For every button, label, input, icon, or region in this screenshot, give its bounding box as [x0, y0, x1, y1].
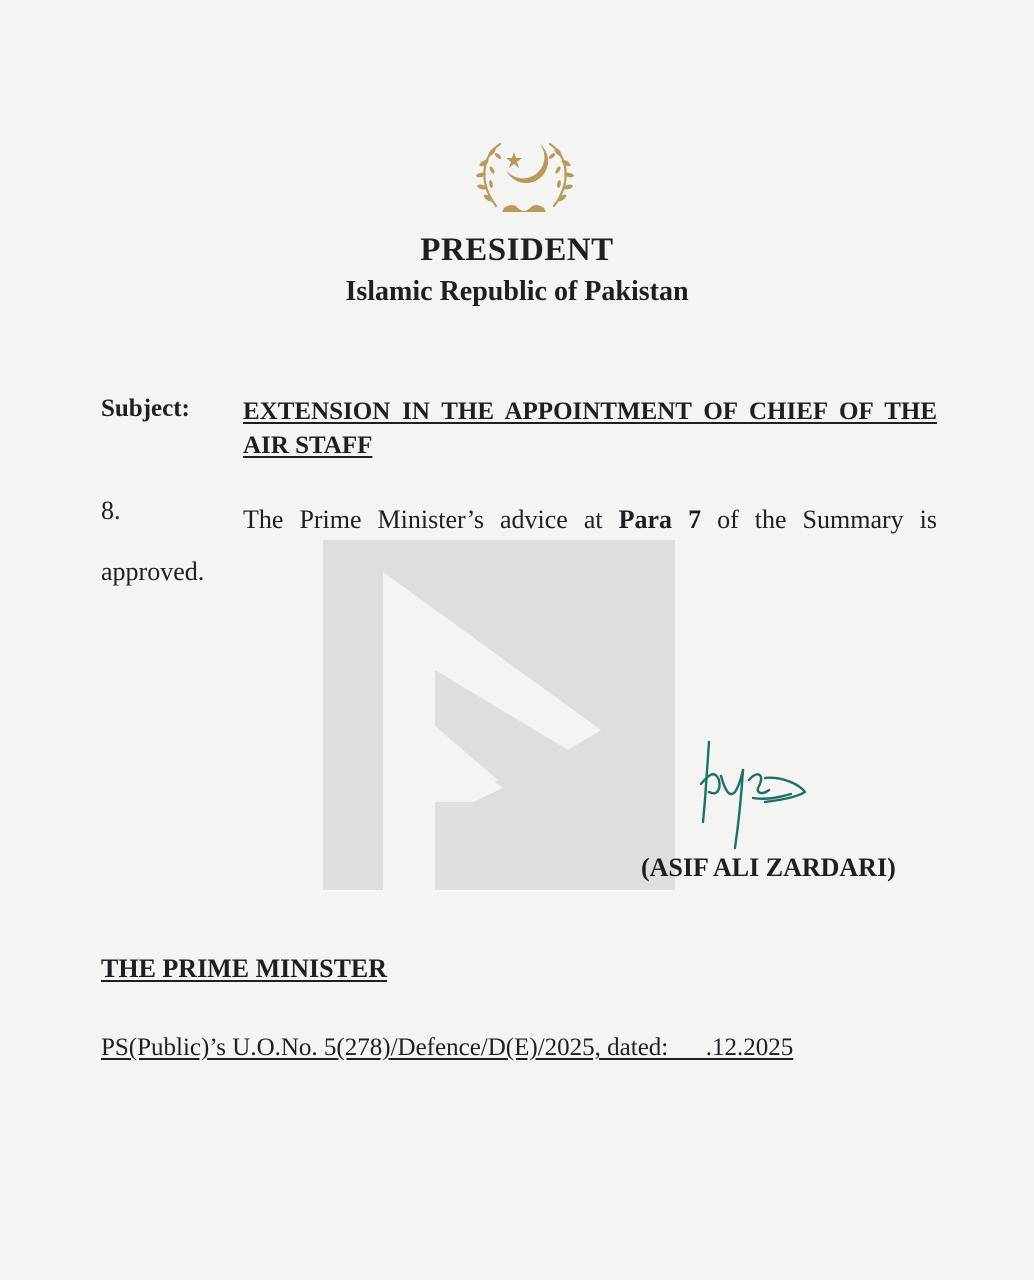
presidential-emblem-icon: [470, 130, 580, 225]
signatory-name: (ASIF ALI ZARDARI): [641, 853, 896, 882]
paragraph-text-after: of the Summary is approved.: [101, 505, 937, 586]
watermark-logo-icon: [323, 540, 675, 890]
paragraph-number: 8.: [101, 496, 121, 525]
recipient: THE PRIME MINISTER: [101, 954, 388, 983]
signature-icon: [695, 740, 820, 855]
reference-number: PS(Public)’s U.O.No. 5(278)/Defence/D(E)/2025, dated: .12.2025: [101, 1034, 794, 1061]
subject-text: EXTENSION IN THE APPOINTMENT OF CHIEF OF THE AIR STAFF: [243, 398, 937, 459]
paragraph-text-before: The Prime Minister’s advice at: [243, 505, 619, 534]
page-title: PRESIDENT: [420, 232, 614, 268]
subject-label: Subject:: [101, 395, 190, 422]
page-subtitle: Islamic Republic of Pakistan: [345, 276, 689, 307]
paragraph-text-bold: Para 7: [618, 505, 702, 534]
